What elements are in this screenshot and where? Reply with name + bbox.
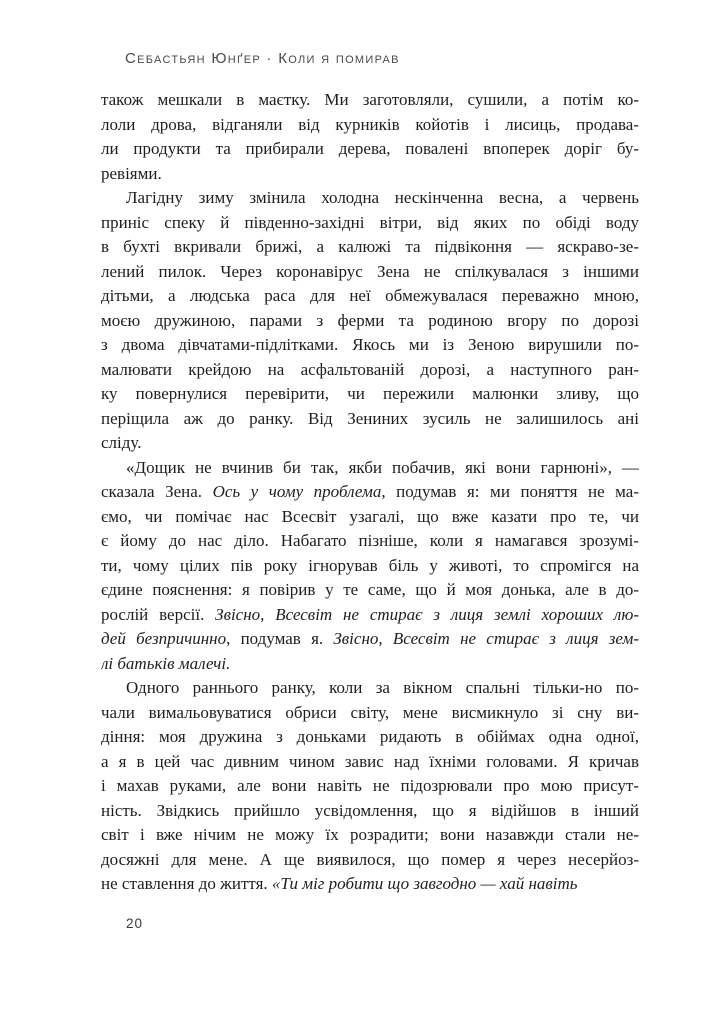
page-number: 20 (126, 916, 144, 931)
text-line: моєю дружиною, парами з ферми та родиною вгору по дорозі (101, 310, 639, 330)
text-line: лений пилок. Через коронавірус Зена не спілкувалася з іншими (101, 261, 639, 281)
text-line: також мешкали в маєтку. Ми заготовляли, сушили, а потім ко- (101, 90, 639, 109)
text-line: ти, чому цілих пів року ігнорував біль у животі, то спромігся на (101, 555, 639, 575)
text-line: Лагідну зиму змінила холодна нескінченна весна, а червень (126, 188, 639, 207)
text-line: в бухті вкривали брижі, а калюжі та підвіконня — яскраво-зе- (101, 237, 639, 256)
text-line: діння: моя дружина з доньками ридають в обіймах одна одної, (101, 727, 639, 746)
text-line: світ і вже нічим не можу їх розрадити; вони назавжди стали не- (101, 825, 639, 844)
text-line: ємо, чи помічає нас Всесвіт узагалі, що вже казати про те, чи (101, 506, 639, 526)
text-line: а я в цей час дивним чином завис над їхніми головами. Я кричав (101, 751, 639, 771)
text-line: «Дощик не вчинив би так, якби побачив, які вони гарнюні», — (126, 457, 639, 477)
text-line: є йому до нас діло. Набагато пізніше, коли я намагався зрозумі- (101, 531, 639, 550)
text-line: з двома дівчатами-підлітками. Якось ми із Зеною вирушили по- (101, 335, 639, 354)
text-line: не ставлення до життя. «Ти міг робити що завгодно — хай навіть (101, 874, 578, 893)
text-line: ку повернулися перевірити, чи пережили малюнки зливу, що (101, 384, 639, 403)
text-line: ревіями. (101, 163, 162, 183)
text-line: сказала Зена. Ось у чому проблема, подумав я: ми поняття не ма- (101, 482, 639, 501)
text-line: чали вимальовуватися обриси світу, мене висмикнуло зі сну ви- (101, 702, 639, 722)
running-header: Себастьян Юнґер · Коли я помирав (125, 50, 400, 67)
text-line: ли продукти та прибирали дерева, повалені впоперек доріг бу- (101, 139, 639, 158)
text-line: ність. Звідкись прийшло усвідомлення, що я відійшов в інший (101, 800, 639, 820)
text-line: дітьми, а людська раса для неї обмежувалася переважно мною, (101, 286, 639, 305)
text-line: рослій версії. Звісно, Всесвіт не стирає з лиця землі хороших лю- (101, 604, 639, 624)
text-block (101, 88, 639, 897)
text-line: сліду. (101, 433, 142, 452)
text-line: періщила аж до ранку. Від Зениних зусиль не залишилось ані (101, 408, 639, 428)
text-line: малювати крейдою на асфальтованій дорозі, а наступного ран- (101, 359, 639, 379)
text-line: дей безпричинно, подумав я. Звісно, Всесвіт не стирає з лиця зем- (101, 629, 639, 648)
text-line: лі батьків малечі. (101, 653, 231, 673)
text-line: Одного раннього ранку, коли за вікном спальні тільки-но по- (126, 678, 639, 697)
text-line: і махав руками, але вони навіть не підозрювали про мою присут- (101, 776, 639, 795)
text-line: досяжні для мене. А ще виявилося, що помер я через несерйоз- (101, 849, 639, 869)
text-line: лоли дрова, відганяли від курників койотів і лисиць, продава- (101, 114, 639, 134)
text-line: єдине пояснення: я повірив у те саме, що й моя донька, але в до- (101, 580, 639, 599)
text-line: приніс спеку й південно-західні вітри, від яких по обіді воду (101, 212, 639, 232)
